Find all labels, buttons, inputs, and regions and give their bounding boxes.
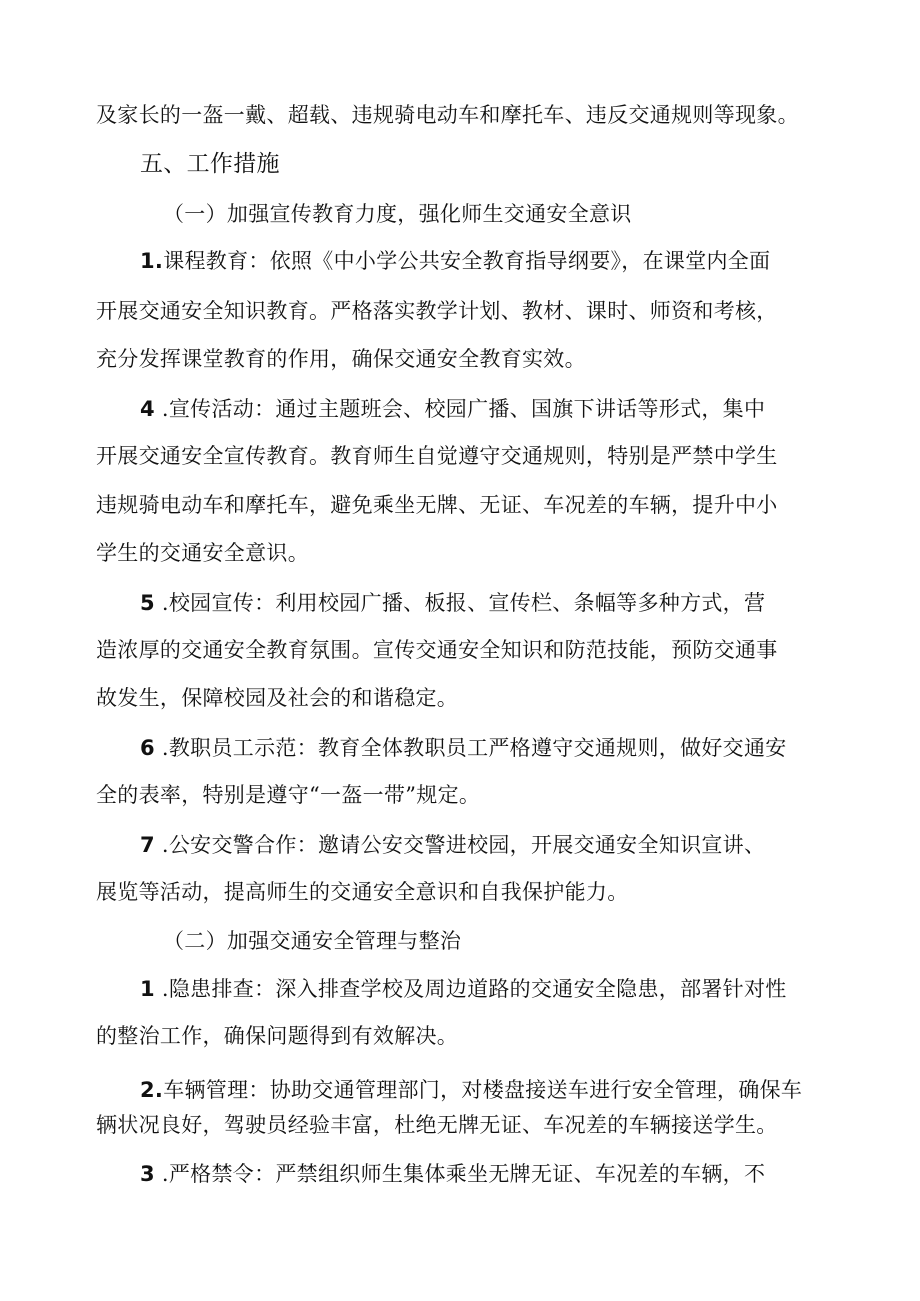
item-4-line-2: 开展交通安全宣传教育。教育师生自觉遵守交通规则，特别是严禁中学生 <box>96 444 778 468</box>
subsection-1-title: （一）加强宣传教育力度，强化师生交通安全意识 <box>163 202 632 226</box>
item-5-line-3: 故发生，保障校园及社会的和谐稳定。 <box>96 686 459 710</box>
item-number: 5 <box>140 591 155 615</box>
item-number: 1. <box>140 249 164 273</box>
sub2-item-3-line-1: 3 .严格禁令：严禁组织师生集体乘坐无牌无证、车况差的车辆，不 <box>140 1162 766 1186</box>
item-4-line-1: 4 .宣传活动：通过主题班会、校园广播、国旗下讲话等形式，集中 <box>140 397 766 421</box>
sub2-item-2-line-2: 辆状况良好，驾驶员经验丰富，杜绝无牌无证、车况差的车辆接送学生。 <box>96 1113 778 1137</box>
item-1-line-2: 开展交通安全知识教育。严格落实教学计划、教材、课时、师资和考核， <box>96 299 778 323</box>
sub2-item-2-line-1: 2.车辆管理：协助交通管理部门，对楼盘接送车进行安全管理，确保车 <box>140 1078 803 1102</box>
sub2-item-1-line-1: 1 .隐患排查：深入排查学校及周边道路的交通安全隐患，部署针对性 <box>140 977 787 1001</box>
sub2-item-1-line-2: 的整治工作，确保问题得到有效解决。 <box>96 1024 459 1048</box>
item-7-line-1: 7 .公安交警合作：邀请公安交警进校园，开展交通安全知识宣讲、 <box>140 833 766 857</box>
item-number: 4 <box>140 397 155 421</box>
item-5-line-2: 造浓厚的交通安全教育氛围。宣传交通安全知识和防范技能，预防交通事 <box>96 638 778 662</box>
section-heading: 五、工作措施 <box>140 151 280 177</box>
item-1-line-1: 1.课程教育：依照《中小学公共安全教育指导纲要》，在课堂内全面 <box>140 249 771 273</box>
continuation-paragraph: 及家长的一盔一戴、超载、违规骑电动车和摩托车、违反交通规则等现象。 <box>96 103 799 127</box>
item-1-line-3: 充分发挥课堂教育的作用，确保交通安全教育实效。 <box>96 347 586 371</box>
item-4-line-3: 违规骑电动车和摩托车，避免乘坐无牌、无证、车况差的车辆，提升中小 <box>96 493 778 517</box>
item-number: 2. <box>140 1078 164 1102</box>
item-number: 6 <box>140 736 155 760</box>
item-5-line-1: 5 .校园宣传：利用校园广播、板报、宣传栏、条幅等多种方式，营 <box>140 591 766 615</box>
item-6-line-2: 全的表率，特别是遵守“一盔一带”规定。 <box>96 783 481 807</box>
item-4-line-4: 学生的交通安全意识。 <box>96 541 309 565</box>
item-number: 3 <box>140 1162 155 1186</box>
item-number: 1 <box>140 977 155 1001</box>
item-7-line-2: 展览等活动，提高师生的交通安全意识和自我保护能力。 <box>96 880 629 904</box>
item-number: 7 <box>140 833 155 857</box>
subsection-2-title: （二）加强交通安全管理与整治 <box>163 929 462 953</box>
item-6-line-1: 6 .教职员工示范：教育全体教职员工严格遵守交通规则，做好交通安 <box>140 736 787 760</box>
